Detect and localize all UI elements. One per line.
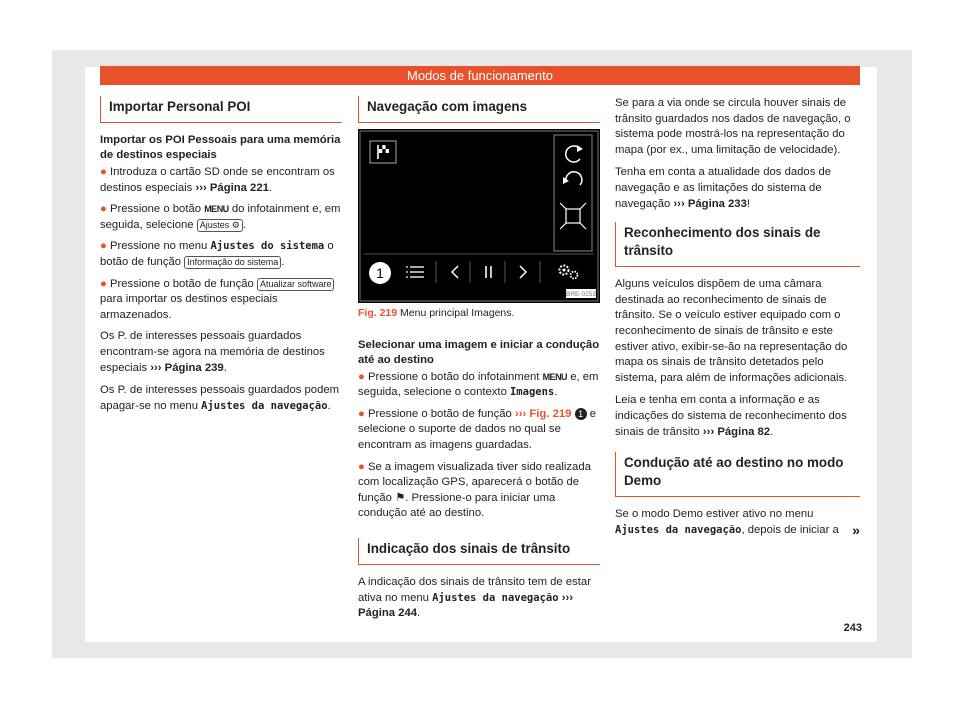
section-heading-import-poi: Importar Personal POI bbox=[100, 96, 342, 123]
menu-button-label: MENU bbox=[542, 371, 568, 382]
menu-button-label: MENU bbox=[204, 204, 229, 215]
svg-text:1: 1 bbox=[376, 265, 384, 281]
section-heading-traffic-signs: Indicação dos sinais de trânsito bbox=[358, 538, 600, 565]
figure-caption: Fig. 219 Menu principal Imagens. bbox=[358, 307, 515, 319]
column-2 bbox=[358, 96, 600, 629]
subheading-select-image: Selecionar uma imagem e iniciar a condução até ao destino bbox=[358, 338, 600, 366]
step-system-info: ● Pressione no menu Ajustes do sistema o botão de função Informação do sistema . bbox=[100, 240, 334, 268]
column-3 bbox=[615, 96, 860, 545]
section-heading-demo-mode: Condução até ao destino no modo Demo bbox=[615, 452, 860, 497]
bullet-icon: ● bbox=[100, 203, 107, 216]
callout-1 bbox=[369, 262, 391, 284]
subheading-import-poi: Importar os POI Pessoais para uma memória de destinos especiais bbox=[100, 134, 341, 161]
paragraph-sign-camera: Alguns veículos dispõem de uma câmara destinada ao reconhecimento de sinais de trânsito. Se o veículo estiver equipado com o reconhecimento de sinais de trânsito e este estiver ativo, exibir-se-ão na representação do mapa os sinais de trânsito detetados pelo sistema, para além de informações adicionais. bbox=[615, 278, 848, 384]
callout-1-marker: 1 bbox=[575, 408, 587, 420]
figure-images-menu bbox=[358, 129, 600, 303]
bullet-icon: ● bbox=[358, 407, 365, 420]
section-heading-images: Navegação com imagens bbox=[358, 96, 600, 123]
paragraph-poi-stored: Os P. de interesses pessoais guardados encontram-se agora na memória de destinos especiais ››› Página 239. bbox=[100, 330, 325, 374]
figure-ref[interactable]: ››› Fig. 219 bbox=[514, 407, 572, 420]
svg-text:BRE-0253: BRE-0253 bbox=[566, 291, 596, 298]
page-ref[interactable]: ››› Página 233 bbox=[673, 197, 747, 210]
step-insert-sd: ● Introduza o cartão SD onde se encontram os destinos especiais ››› Página 221. bbox=[100, 166, 335, 194]
bullet-icon: ● bbox=[100, 240, 107, 253]
bullet-icon: ● bbox=[358, 460, 365, 473]
step-update-software: ● Pressione o botão de função Atualizar software para importar os destinos especiais armazenados. bbox=[100, 277, 342, 324]
step-select-images-context: ● Pressione o botão do infotainment MENU e, em seguida, selecione o contexto Imagens. bbox=[358, 370, 599, 399]
bullet-icon: ● bbox=[100, 166, 107, 178]
page-number: 243 bbox=[843, 622, 862, 634]
images-menu-screen bbox=[358, 129, 600, 303]
menu-name: Ajustes do sistema bbox=[210, 240, 325, 253]
step-select-media: ● Pressione o botão de função ››› Fig. 219 1 e selecione o suporte de dados no qual se encontram as imagens guardadas. bbox=[358, 407, 596, 451]
paragraph-traffic-signs-map: Se para a via onde se circula houver sinais de trânsito guardados nos dados de navegação, o sistema pode mostrá-los na representação do mapa (por ex., uma limitação de velocidade). bbox=[615, 97, 851, 156]
bullet-icon: ● bbox=[358, 370, 365, 383]
paragraph-read-info: Leia e tenha em conta a informação e as indicações do sistema de reconhecimento dos sinais de trânsito ››› Página 82. bbox=[615, 394, 847, 438]
paragraph-data-currency: Tenha em conta a atualidade dos dados de navegação e as limitações do sistema de navegação ››› Página 233! bbox=[615, 166, 832, 210]
bullet-icon: ● bbox=[100, 277, 107, 290]
page-ref[interactable]: ››› Página 221 bbox=[195, 181, 269, 194]
paragraph-demo-mode: Se o modo Demo estiver ativo no menu Ajustes da navegação, depois de iniciar a » bbox=[615, 508, 860, 538]
settings-key: Ajustes ⚙ bbox=[197, 219, 243, 232]
continue-marker: » bbox=[852, 521, 860, 538]
step-gps-image: ● Se a imagem visualizada tiver sido realizada com localização GPS, aparecerá o botão de função ⚑. Pressione-o para iniciar uma condução até ao destino. bbox=[358, 460, 591, 520]
paragraph-traffic-signs-menu: A indicação dos sinais de trânsito tem de estar ativa no menu Ajustes da navegação ››› Página 244. bbox=[358, 575, 591, 620]
menu-name: Ajustes da navegação bbox=[201, 399, 328, 412]
menu-name: Ajustes da navegação bbox=[432, 591, 559, 604]
figure-code bbox=[566, 289, 596, 298]
flag-icon: ⚑ bbox=[395, 491, 406, 504]
figure-label: Fig. 219 bbox=[358, 307, 398, 319]
paragraph-poi-delete: Os P. de interesses pessoais guardados podem apagar-se no menu Ajustes da navegação. bbox=[100, 384, 340, 412]
context-name: Imagens bbox=[509, 386, 555, 399]
column-1 bbox=[100, 96, 342, 421]
page-ref[interactable]: ››› Página 239 bbox=[150, 361, 224, 374]
menu-name: Ajustes da navegação bbox=[615, 523, 742, 536]
step-press-menu: ● Pressione o botão MENU do infotainment e, em seguida, selecione Ajustes ⚙ . bbox=[100, 203, 341, 231]
section-heading-sign-recognition: Reconhecimento dos sinais de trânsito bbox=[615, 222, 860, 267]
system-info-key: Informação do sistema bbox=[184, 256, 281, 269]
chapter-header: Modos de funcionamento bbox=[100, 66, 860, 85]
page-ref[interactable]: ››› Página 244 bbox=[358, 591, 573, 620]
update-software-key: Atualizar software bbox=[257, 278, 335, 291]
page-ref[interactable]: ››› Página 82 bbox=[702, 425, 771, 438]
